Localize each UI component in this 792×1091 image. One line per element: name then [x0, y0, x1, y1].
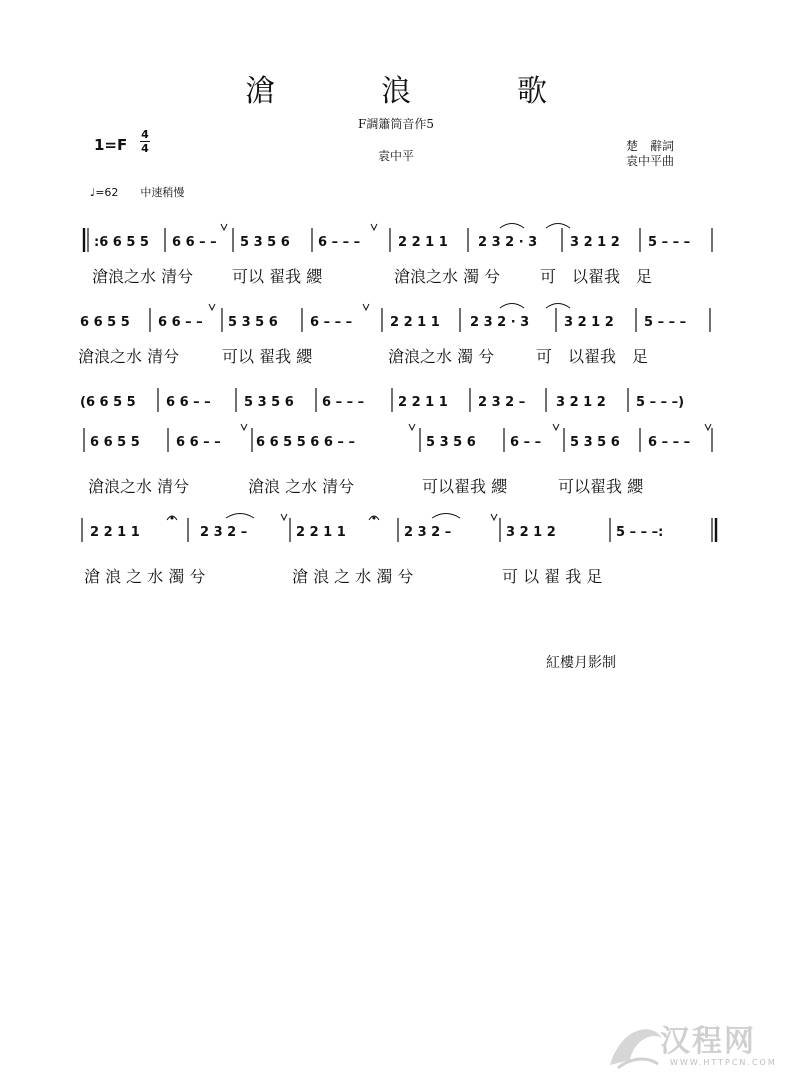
measure-notes: 5 3 5 6	[244, 395, 294, 410]
fermata-dot	[373, 517, 375, 519]
measure-notes: 2 3 2 –	[404, 525, 452, 540]
breath-mark	[409, 424, 415, 430]
breath-mark	[221, 224, 227, 230]
measure-notes: 6 6 – –	[158, 315, 203, 330]
breath-mark	[705, 424, 711, 430]
measure-notes: 5 3 5 6	[228, 315, 278, 330]
lyricist-credit: 楚 辭詞	[626, 139, 675, 153]
breath-mark	[363, 304, 369, 310]
measure-notes: 5 – – –:	[616, 525, 664, 540]
fermata-dot	[171, 517, 173, 519]
slur	[546, 304, 570, 309]
song-title: 滄 浪 歌	[245, 74, 585, 109]
measure-notes: (6 6 5 5	[80, 395, 136, 410]
arranger-name: 袁中平	[377, 149, 414, 163]
breath-mark	[491, 514, 497, 520]
lyric-phrase: 可 以翟我 足	[540, 267, 653, 286]
key-signature: 1=F	[94, 136, 128, 154]
measure-notes: 6 – –	[510, 435, 542, 450]
slur	[226, 514, 254, 519]
measure-notes: 6 – – –	[318, 235, 361, 250]
instrument-note: F調簫筒音作5	[358, 117, 434, 131]
lyric-phrase: 滄 浪 之 水 濁 兮	[84, 567, 206, 586]
measure-notes: 5 – – –	[644, 315, 687, 330]
time-signature-bottom: 4	[141, 142, 149, 155]
measure-notes: 5 3 5 6	[426, 435, 476, 450]
breath-mark	[553, 424, 559, 430]
watermark-name: 汉程网	[660, 1024, 756, 1059]
lyric-phrase: 可 以 翟 我 足	[502, 567, 603, 586]
watermark-url: WWW.HTTPCN.COM	[670, 1058, 777, 1067]
breath-mark	[209, 304, 215, 310]
measure-notes: 3 2 1 2	[570, 235, 620, 250]
measure-notes: 2 2 1 1	[90, 525, 140, 540]
composer-credit: 袁中平曲	[626, 154, 675, 168]
lyric-phrase: 可以翟我 纓	[558, 477, 644, 496]
producer-credit: 紅樓月影制	[546, 655, 616, 671]
measure-notes: 6 6 – –	[176, 435, 221, 450]
lyric-phrase: 滄浪之水 清兮	[78, 347, 180, 366]
breath-mark	[281, 514, 287, 520]
lyric-phrase: 滄浪 之水 清兮	[248, 477, 355, 496]
measure-notes: 2 2 1 1	[398, 235, 448, 250]
measure-notes: 2 3 2 · 3	[478, 235, 538, 250]
lyric-phrase: 可以 翟我 纓	[232, 267, 323, 286]
measure-notes: 2 2 1 1	[296, 525, 346, 540]
measure-notes: 6 – – –	[322, 395, 365, 410]
time-signature-top: 4	[141, 128, 149, 141]
measure-notes: 3 2 1 2	[556, 395, 606, 410]
watermark	[600, 1010, 780, 1080]
lyric-phrase: 滄 浪 之 水 濁 兮	[292, 567, 414, 586]
measure-notes: 6 6 5 5 6 6 – –	[256, 435, 355, 450]
lyric-phrase: 可 以翟我 足	[536, 347, 649, 366]
slur	[546, 224, 570, 229]
measure-notes: 5 – – –)	[636, 395, 685, 410]
measure-notes: 2 3 2 · 3	[470, 315, 530, 330]
measure-notes: 2 3 2 –	[478, 395, 526, 410]
measure-notes: 2 2 1 1	[390, 315, 440, 330]
measure-notes: 5 3 5 6	[570, 435, 620, 450]
measure-notes: 3 2 1 2	[564, 315, 614, 330]
lyric-phrase: 滄浪之水 清兮	[88, 477, 190, 496]
slur	[500, 304, 524, 309]
measure-notes: 5 – – –	[648, 235, 691, 250]
measure-notes: 2 3 2 –	[200, 525, 248, 540]
tempo-value: ♩=62	[90, 186, 119, 199]
measure-notes: 3 2 1 2	[506, 525, 556, 540]
measure-notes: 6 – – –	[648, 435, 691, 450]
breath-mark	[371, 224, 377, 230]
lyric-phrase: 滄浪之水 濁 兮	[394, 267, 501, 286]
measure-notes: 6 6 – –	[172, 235, 217, 250]
measure-notes: 5 3 5 6	[240, 235, 290, 250]
measure-notes: 6 6 5 5	[90, 435, 140, 450]
breath-mark	[241, 424, 247, 430]
tempo-description: 中速稍慢	[140, 186, 185, 199]
measure-notes: 2 2 1 1	[398, 395, 448, 410]
lyric-phrase: 滄浪之水 清兮	[92, 267, 194, 286]
slur	[500, 224, 524, 229]
measure-notes: 6 – – –	[310, 315, 353, 330]
lyric-phrase: 可以 翟我 纓	[222, 347, 313, 366]
lyric-phrase: 可以翟我 纓	[422, 477, 508, 496]
lyric-phrase: 滄浪之水 濁 兮	[388, 347, 495, 366]
measure-notes: :6 6 5 5	[94, 235, 149, 250]
slur	[432, 514, 460, 519]
measure-notes: 6 6 – –	[166, 395, 211, 410]
measure-notes: 6 6 5 5	[80, 315, 130, 330]
